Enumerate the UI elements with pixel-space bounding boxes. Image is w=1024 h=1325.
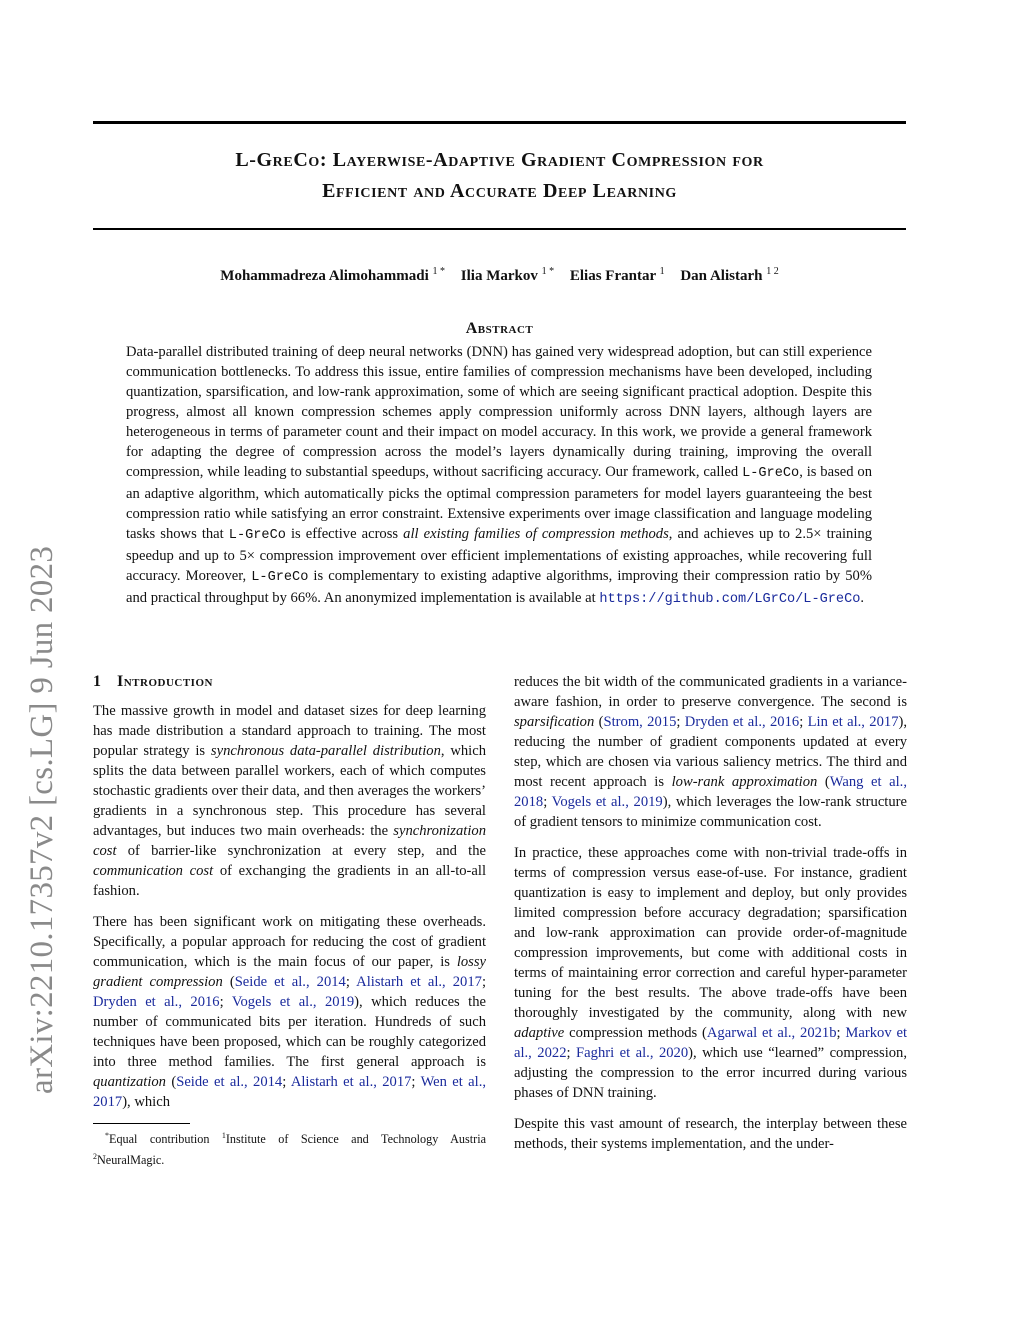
citation-link[interactable]: Faghri et al., 2020: [576, 1045, 689, 1061]
title-rule-bottom: [93, 228, 906, 230]
author: Ilia Markov $^{1 *}$: [460, 266, 555, 284]
abstract-heading: Abstract: [465, 320, 534, 337]
paragraph: There has been significant work on mitigating these overheads. Specifically, a popular approach for reducing the cost of gradient communication, which is the main focus of our paper, is lossy gradient compression (Seide et al., 2014; Alistarh et al., 2017; Dryden et al., 2016; Vogels et al., 2019), which reduces the number of communicated bits per iteration. Hundreds of such techniques have been proposed, which can be roughly categorized into three method families. The first general approach is quantization (Seide et al., 2014; Alistarh et al., 2017; Wen et al., 2017), which: [93, 914, 486, 1110]
citation-link[interactable]: Strom, 2015: [603, 714, 677, 730]
citation-link[interactable]: Dryden et al., 2016: [93, 994, 220, 1010]
arxiv-identifier-stamp: arXiv:2210.17357v2 [cs.LG] 9 Jun 2023: [24, 545, 60, 1094]
author-list: [93, 262, 906, 286]
paper-title: [93, 145, 906, 207]
author: Mohammadreza Alimohammadi $^{1 *}$: [220, 266, 446, 284]
method-name: L-GreCo: [228, 528, 286, 543]
citation-link[interactable]: Vogels et al., 2019: [551, 794, 663, 810]
citation-link[interactable]: Alistarh et al., 2017: [290, 1074, 412, 1090]
paragraph: The massive growth in model and dataset sizes for deep learning has made distribution a standard approach to training. The most popular strategy is synchronous data-parallel distribution, which splits the data between parallel workers, each of which computes stochastic gradients over their data, and then averages the workers’ gradients in a synchronous step. This procedure has several advantages, but induces two main overheads: the synchronization cost of barrier-like synchronization at every step, and the communication cost of exchanging the gradients in an all-to-all fashion.: [93, 703, 486, 899]
citation-link[interactable]: Dryden et al., 2016: [684, 714, 800, 730]
title-line-1: L-GreCo: Layerwise-Adaptive Gradient Compression for: [235, 149, 764, 171]
paragraph: In practice, these approaches come with non-trivial trade-offs in terms of compression versus ease-of-use. For instance, gradient quantization is easy to implement and deploy, but only provides limited compression before accuracy degradation; sparsification and low-rank approximation can provide order-of-magnitude compression improvements, but come with additional costs in terms of maintaining error correction and careful hyper-parameter tuning for the best results. The above trade-offs have been thoroughly investigated by the community, along with new adaptive compression methods (Agarwal et al., 2021b; Markov et al., 2022; Faghri et al., 2020), which use “learned” compression, adjusting the compression to the error incurred during various phases of DNN training.: [514, 845, 908, 1101]
citation-link[interactable]: Seide et al., 2014: [234, 974, 346, 990]
title-rule-top: [93, 121, 906, 124]
author: Elias Frantar $^1$: [569, 266, 665, 284]
right-column: [514, 672, 907, 1165]
citation-link[interactable]: Seide et al., 2014: [176, 1074, 283, 1090]
citation-link[interactable]: Wang et al., 2018: [514, 774, 907, 810]
method-name: L-GreCo: [742, 466, 800, 481]
title-line-2: Efficient and Accurate Deep Learning: [322, 180, 677, 202]
citation-link[interactable]: Alistarh et al., 2017: [356, 974, 482, 990]
citation-link[interactable]: Lin et al., 2017: [807, 714, 899, 730]
citation-link[interactable]: Agarwal et al., 2021b: [706, 1025, 837, 1041]
section-heading-introduction: 1 Introduction: [93, 673, 213, 690]
citation-link[interactable]: Vogels et al., 2019: [231, 994, 355, 1010]
abstract-body: Data-parallel distributed training of deep neural networks (DNN) has gained very widespread adoption, but can still experience communication bottlenecks. To address this issue, entire families of compression mechanisms have been developed, including quantization, sparsification, and low-rank approximation, some of which are seeing significant practical adoption. Despite this progress, almost all known compression schemes apply compression uniformly across DNN layers, although layers are heterogeneous in terms of parameter count and their impact on model accuracy. In this work, we provide a general framework for adapting the degree of compression across the model’s layers dynamically during training, improving the overall compression, while leading to substantial speedups, without sacrificing accuracy. Our framework, called L-GreCo, is based on an adaptive algorithm, which automatically picks the optimal compression parameters for model layers guaranteeing the best compression ratio while satisfying an error constraint. Extensive experiments over image classification and language modeling tasks shows that L-GreCo is effective across all existing families of compression methods, and achieves up to 2.5× training speedup and up to 5× compression improvement over efficient implementations of existing approaches, while recovering full accuracy. Moreover, L-GreCo is complementary to existing adaptive algorithms, improving their compression ratio by 50% and practical throughput by 66%. An anonymized implementation is available at https://github.com/LGrCo/L-GreCo.: [126, 344, 872, 607]
method-name: L-GreCo: [251, 570, 309, 585]
paragraph: reduces the bit width of the communicated gradients in a variance-aware fashion, in order to preserve convergence. The second is sparsification (Strom, 2015; Dryden et al., 2016; Lin et al., 2017), reducing the number of gradient components updated at every step, which are chosen via various saliency metrics. The third and most recent approach is low-rank approximation (Wang et al., 2018; Vogels et al., 2019), which leverages the low-rank structure of gradient tensors to minimize communication cost.: [514, 674, 908, 830]
footnote-rule: [93, 1123, 190, 1124]
citation-link[interactable]: Wen et al., 2017: [93, 1074, 486, 1110]
code-repository-link[interactable]: https://github.com/LGrCo/L-GreCo: [599, 592, 861, 607]
author: Dan Alistarh $^{1 2}$: [680, 266, 779, 284]
citation-link[interactable]: Markov et al., 2022: [514, 1025, 908, 1061]
left-column: [93, 672, 486, 1123]
footnote: *Equal contribution $^1$Institute of Science and Technology Austria $^2$NeuralMagic.: [93, 1131, 486, 1168]
paragraph: Despite this vast amount of research, the interplay between these methods, their systems implementation, and the under-: [514, 1116, 907, 1152]
